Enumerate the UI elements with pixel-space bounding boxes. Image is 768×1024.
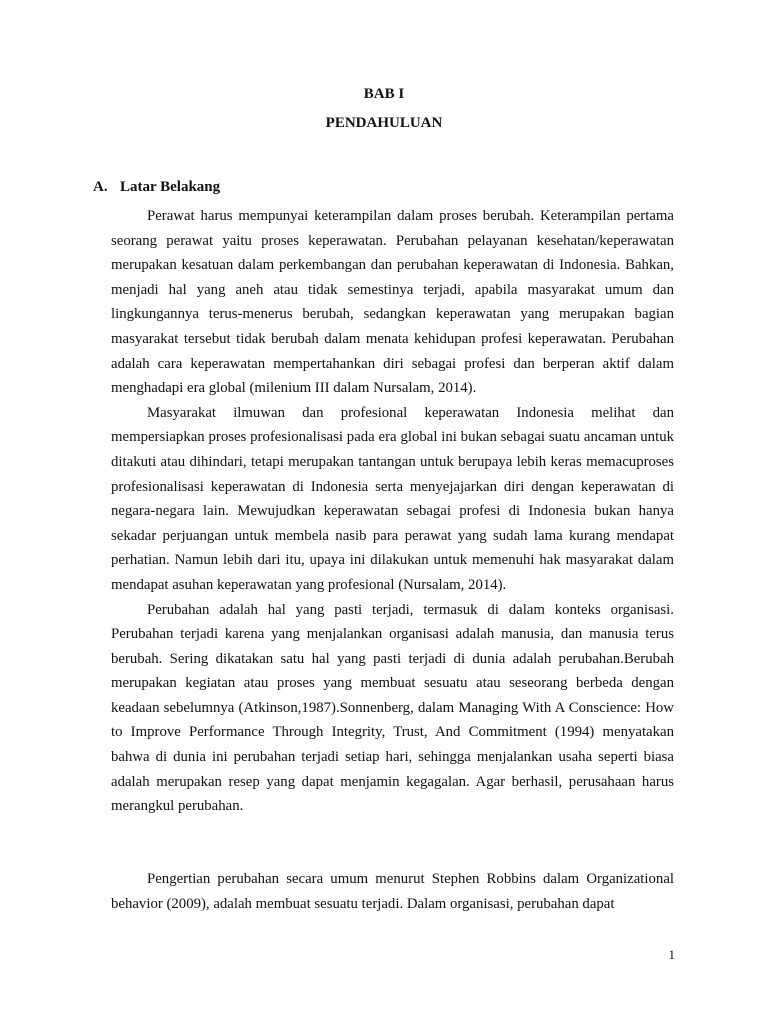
body-text-continued xyxy=(111,867,674,916)
section-heading xyxy=(93,179,220,196)
chapter-title: PENDAHULUAN xyxy=(325,115,443,131)
paragraph: Perubahan adalah hal yang pasti terjadi, termasuk di dalam konteks organisasi. Perubahan terjadi karena yang menjalankan organisasi adalah manusia, dan manusia terus berubah. Sering dikatakan satu hal yang pasti terjadi di dunia adalah perubahan.Berubah merupakan kegiatan atau proses yang membuat sesuatu atau seseorang berbeda dengan keadaan sebelumnya (Atkinson,1987).Sonnenberg, dalam Managing With A Conscience: How to Improve Performance Through Integrity, Trust, And Commitment (1994) menyatakan bahwa di dunia ini perubahan terjadi setiap hari, sehingga menjalankan usaha seperti biasa adalah merupakan resep yang dapat menjamin kegagalan. Agar berhasil, perusahaan harus merangkul perubahan. xyxy=(111,601,674,815)
paragraph: Masyarakat ilmuwan dan profesional keperawatan Indonesia melihat dan mempersiapkan proses profesionalisasi pada era global ini bukan sebagai suatu ancaman untuk ditakuti atau dihindari, tetapi merupakan tantangan untuk berupaya lebih keras memacuproses profesionalisasi keperawatan di Indonesia serta menyejajarkan diri dengan keperawatan di negara-negara lain. Mewujudkan keperawatan sebagai profesi di Indonesia bukan hanya sekadar perjuangan untuk membela nasib para perawat yang sudah lama kurang mendapat perhatian. Namun lebih dari itu, upaya ini dilakukan untuk memenuhi hak masyarakat dalam mendapat asuhan keperawatan yang profesional (Nursalam, 2014). xyxy=(111,404,674,593)
paragraph: Perawat harus mempunyai keterampilan dalam proses berubah. Keterampilan pertama seorang perawat yaitu proses keperawatan. Perubahan pelayanan kesehatan/keperawatan merupakan kesatuan dalam perkembangan dan perubahan keperawatan di Indonesia. Bahkan, menjadi hal yang aneh atau tidak semestinya terjadi, apabila masyarakat umum dan lingkungannya terus-menerus berubah, sedangkan keperawatan yang merupakan bagian masyarakat tersebut tidak berubah dalam menata kehidupan profesi keperawatan. Perubahan adalah cara keperawatan mempertahankan diri sebagai profesi dan berperan aktif dalam menghadapi era global (milenium III dalam Nursalam, 2014). xyxy=(111,208,674,397)
body-text xyxy=(111,204,674,819)
page-number: 1 xyxy=(668,947,675,962)
section-letter: A. xyxy=(93,179,108,195)
chapter-number: BAB I xyxy=(363,86,405,102)
paragraph: Pengertian perubahan secara umum menurut Stephen Robbins dalam Organizational behavior (2009), adalah membuat sesuatu terjadi. Dalam organisasi, perubahan dapat xyxy=(111,871,674,912)
section-title: Latar Belakang xyxy=(120,179,221,195)
